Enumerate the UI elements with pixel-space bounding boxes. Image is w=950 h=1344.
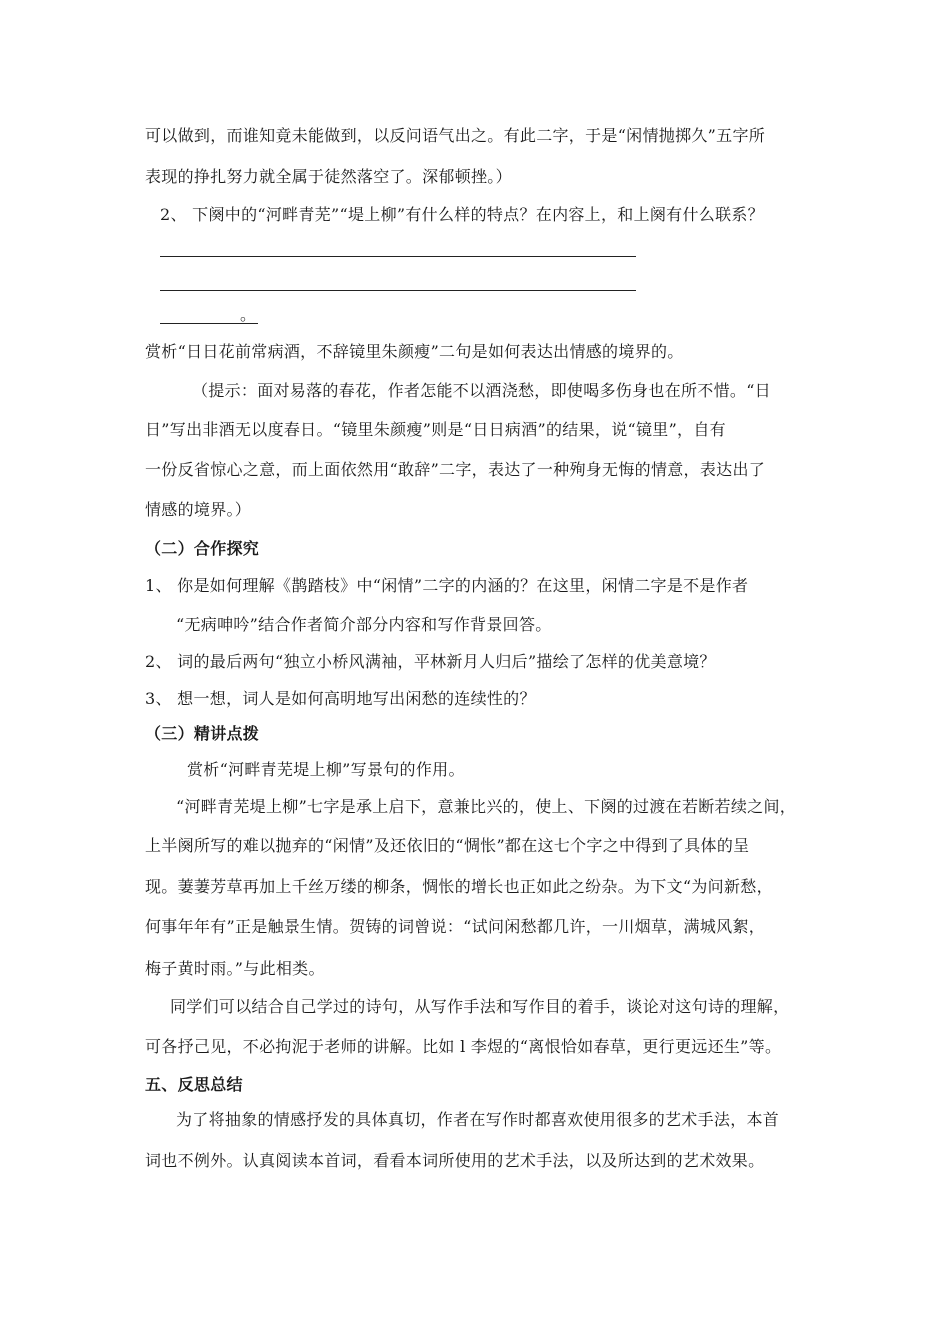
answer-blank-line-1 — [160, 256, 636, 257]
hint2-line1: （提示：面对易落的春花，作者怎能不以酒浇愁，即使喝多伤身也在所不惜。“日 — [192, 381, 771, 400]
hint2-line2: 日”写出非酒无以度春日。“镜里朱颜瘦”则是“日日病酒”的结果，说“镜里”，自有 — [145, 420, 726, 439]
hint2-line4: 情感的境界。） — [145, 500, 252, 519]
answer-blank-line-2 — [160, 290, 636, 291]
question-2: 2、 下阕中的“河畔青芜”“堤上柳”有什么样的特点？在内容上，和上阕有什么联系？ — [160, 205, 764, 224]
section-3-heading: （三）精讲点拨 — [145, 724, 260, 743]
hint1-line1: 可以做到，而谁知竟未能做到，以反问语气出之。有此二字，于是“闲情抛掷久”五字所 — [145, 126, 766, 145]
hint1-line2: 表现的挣扎努力就全属于徒然落空了。深郁顿挫。） — [145, 167, 512, 186]
section-3-p1-line1: “河畔青芜堤上柳”七字是承上启下，意兼比兴的，使上、下阕的过渡在若断若续之间， — [176, 797, 797, 816]
section-5-line2: 词也不例外。认真阅读本首词，看看本词所使用的艺术手法，以及所达到的艺术效果。 — [145, 1151, 765, 1170]
section-3-p1-line2: 上半阕所写的难以抛弃的“闲情”及还依旧的“惆怅”都在这七个字之中得到了具体的呈 — [145, 836, 750, 855]
section-3-intro: 赏析“河畔青芜堤上柳”写景句的作用。 — [187, 760, 465, 779]
hint2-line3: 一份反省惊心之意，而上面依然用“敢辞”二字，表达了一种殉身无悔的情意，表达出了 — [145, 460, 766, 479]
section-2-item-3: 3、 想一想，词人是如何高明地写出闲愁的连续性的？ — [145, 689, 536, 708]
section-5-line1: 为了将抽象的情感抒发的具体真切，作者在写作时都喜欢使用很多的艺术手法，本首 — [176, 1110, 780, 1129]
section-2-item-1-line-2: “无病呻吟”结合作者简介部分内容和写作背景回答。 — [176, 615, 552, 634]
section-3-p1-line4: 何事年年有”正是触景生情。贺铸的词曾说：“试问闲愁都几许，一川烟草，满城风絮， — [145, 917, 766, 936]
section-3-p2-line1: 同学们可以结合自己学过的诗句，从写作手法和写作目的着手，谈论对这句诗的理解， — [170, 997, 790, 1016]
section-3-p1-line3: 现。萋萋芳草再加上千丝万缕的柳条，惆怅的增长也正如此之纷杂。为下文“为问新愁， — [145, 877, 773, 896]
section-2-heading: （二）合作探究 — [145, 539, 260, 558]
appreciation-question: 赏析“日日花前常病酒，不辞镜里朱颜瘦”二句是如何表达出情感的境界的。 — [145, 342, 684, 361]
section-2-item-2: 2、 词的最后两句“独立小桥风满袖，平林新月人归后”描绘了怎样的优美意境？ — [145, 652, 716, 671]
section-3-p1-line5: 梅子黄时雨。”与此相类。 — [145, 959, 325, 978]
section-2-item-1-line-1: 1、 你是如何理解《鹊踏枝》中“闲情”二字的内涵的？在这里，闲情二字是不是作者 — [145, 576, 749, 595]
section-5-heading: 五、反思总结 — [145, 1075, 243, 1094]
answer-blank-end: 。 — [240, 305, 257, 324]
section-3-p2-line2: 可各抒己见，不必拘泥于老师的讲解。比如 l 李煜的“离恨恰如春草，更行更远还生”等。 — [145, 1037, 782, 1056]
